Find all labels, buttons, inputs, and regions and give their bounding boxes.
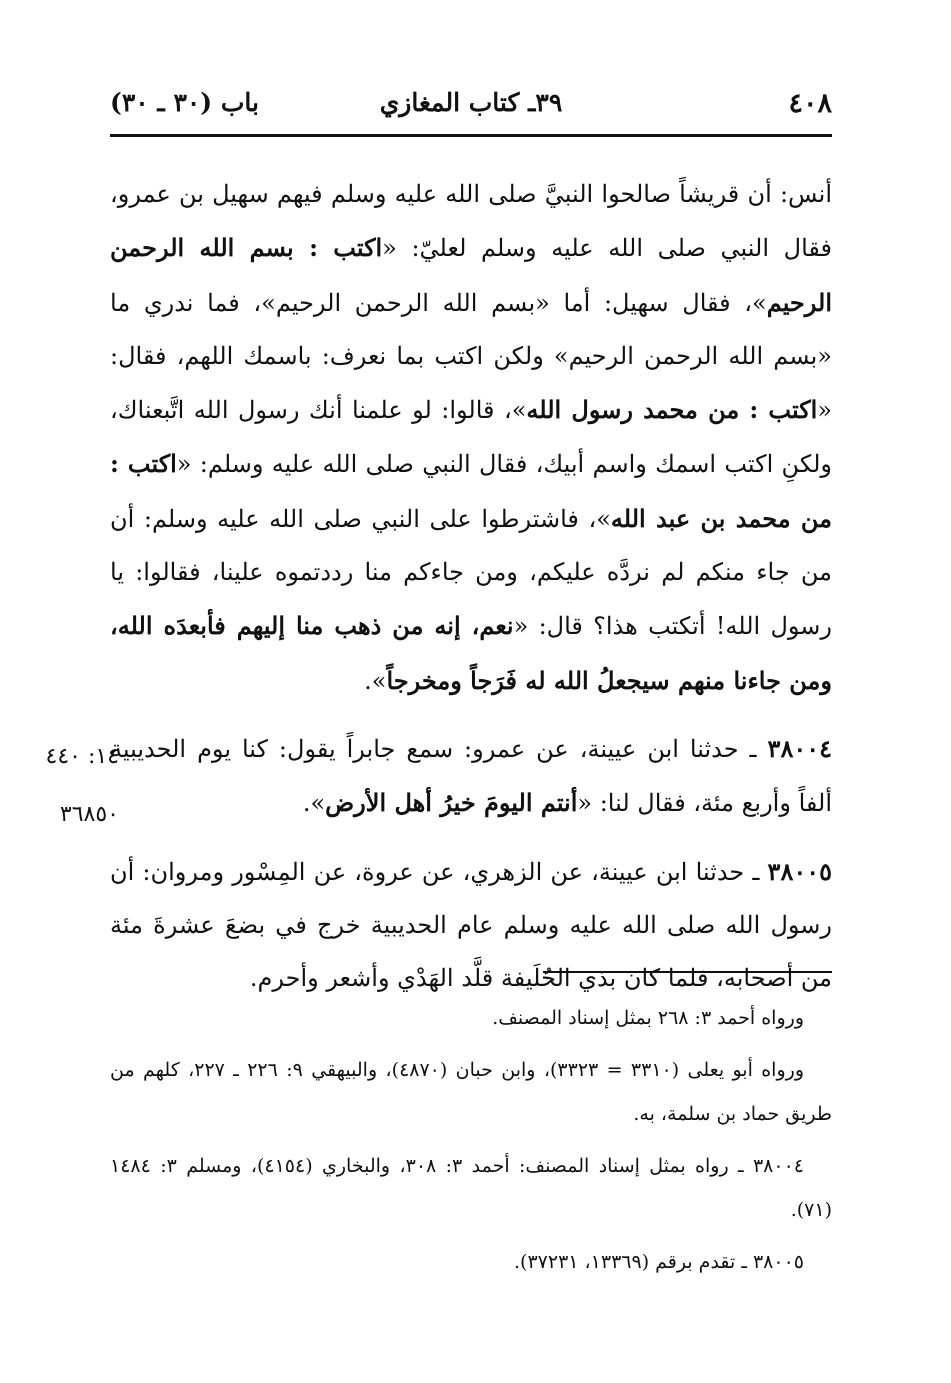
bold-quote: اكتب : من محمد بن عبد الله [110,449,832,533]
running-header [110,88,832,128]
text-run: ـ حدثنا ابن عيينة، عن الزهري، عن عروة، عن المِسْور ومروان: أن رسول الله صلى الله عليه وسلم عام الحديبية خرج في بضعَ عشرةَ مئة من أصحابه، فلما كان بذي الحُلَيفة قلَّد الهَدْي وأشعر وأحرم. [110,857,832,993]
hadith-38004 [110,722,832,831]
hadith-continuation [110,168,832,708]
footnote: ٣٨٠٠٥ ـ تقدم برقم (١٣٣٦٩، ٣٧٢٣١). [514,1251,804,1273]
text-run: »، فقال سهيل: أما «بسم الله الرحمن الرحيم»، فما ندري ما «بسم الله الرحمن الرحيم» ولكن اكتب بما نعرف: باسمك اللهم، فقال: « [110,288,833,425]
hadith-number: ٣٨٠٠٤ [767,733,832,763]
bold-quote: نعم، إنه من ذهب منا إليهم فأبعدَه الله، ومن جاءنا منهم سيجعلُ الله له فَرَجاً ومخرجاً [110,611,832,695]
bold-quote: اكتب : بسم الله الرحمن الرحيم [110,233,832,317]
footnote-divider [543,971,832,973]
footnote: ورواه أحمد ٣: ٢٦٨ بمثل إسناد المصنف. [492,1007,804,1029]
text-run: ». [302,789,326,818]
footnotes [110,996,832,1292]
chapter-title: باب (٣٠ ـ ٣٠) [110,88,259,117]
footnote: ورواه أبو يعلى (٣٣١٠ = ٣٣٢٣)، وابن حبان (٤٨٧٠)، والبيهقي ٩: ٢٢٦ ـ ٢٢٧، كلهم من طريق حماد بن سلمة، به. [110,1059,832,1125]
text-run: »، فاشترطوا على النبي صلى الله عليه وسلم: أن من جاء منكم لم نردَّه عليكم، ومن جاءكم منا رددتموه علينا، فقالوا: يا رسول الله! أتكتب هذا؟ قال: « [110,504,833,641]
bold-quote: اكتب : من محمد رسول الله [526,395,818,425]
margin-reference: ٣٦٨٥٠ [59,802,119,827]
text-run: ـ حدثنا ابن عيينة، عن عمرو: سمع جابراً يقول: كنا يوم الحديبية ألفاً وأربع مئة، فقال لنا: « [110,734,832,818]
bold-quote: أنتم اليومَ خيرُ أهل الأرض [325,788,578,818]
page-number: ٤٠٨ [788,88,832,119]
text-run: أنس: أن قريشاً صالحوا النبيَّ صلى الله عليه وسلم فيهم سهيل بن عمرو، فقال النبي صلى الله عليه وسلم لعليّ: « [110,180,832,263]
main-text [110,168,832,1005]
text-run: ». [364,666,387,695]
margin-reference: ١٤: ٤٤٠ [45,744,119,769]
header-divider [110,134,832,137]
footnote: ٣٨٠٠٤ ـ رواه بمثل إسناد المصنف: أحمد ٣: ٣٠٨، والبخاري (٤١٥٤)، ومسلم ٣: ١٤٨٤ (٧١). [110,1155,832,1221]
hadith-number: ٣٨٠٠٥ [767,856,832,886]
hadith-38005 [110,845,832,1006]
book-title: ٣٩ـ كتاب المغازي [379,88,563,117]
text-run: »، قالوا: لو علمنا أنك رسول الله اتَّبعناك، ولكنِ اكتب اسمك واسم أبيك، فقال النبي صلى الله عليه وسلم: « [110,396,832,479]
